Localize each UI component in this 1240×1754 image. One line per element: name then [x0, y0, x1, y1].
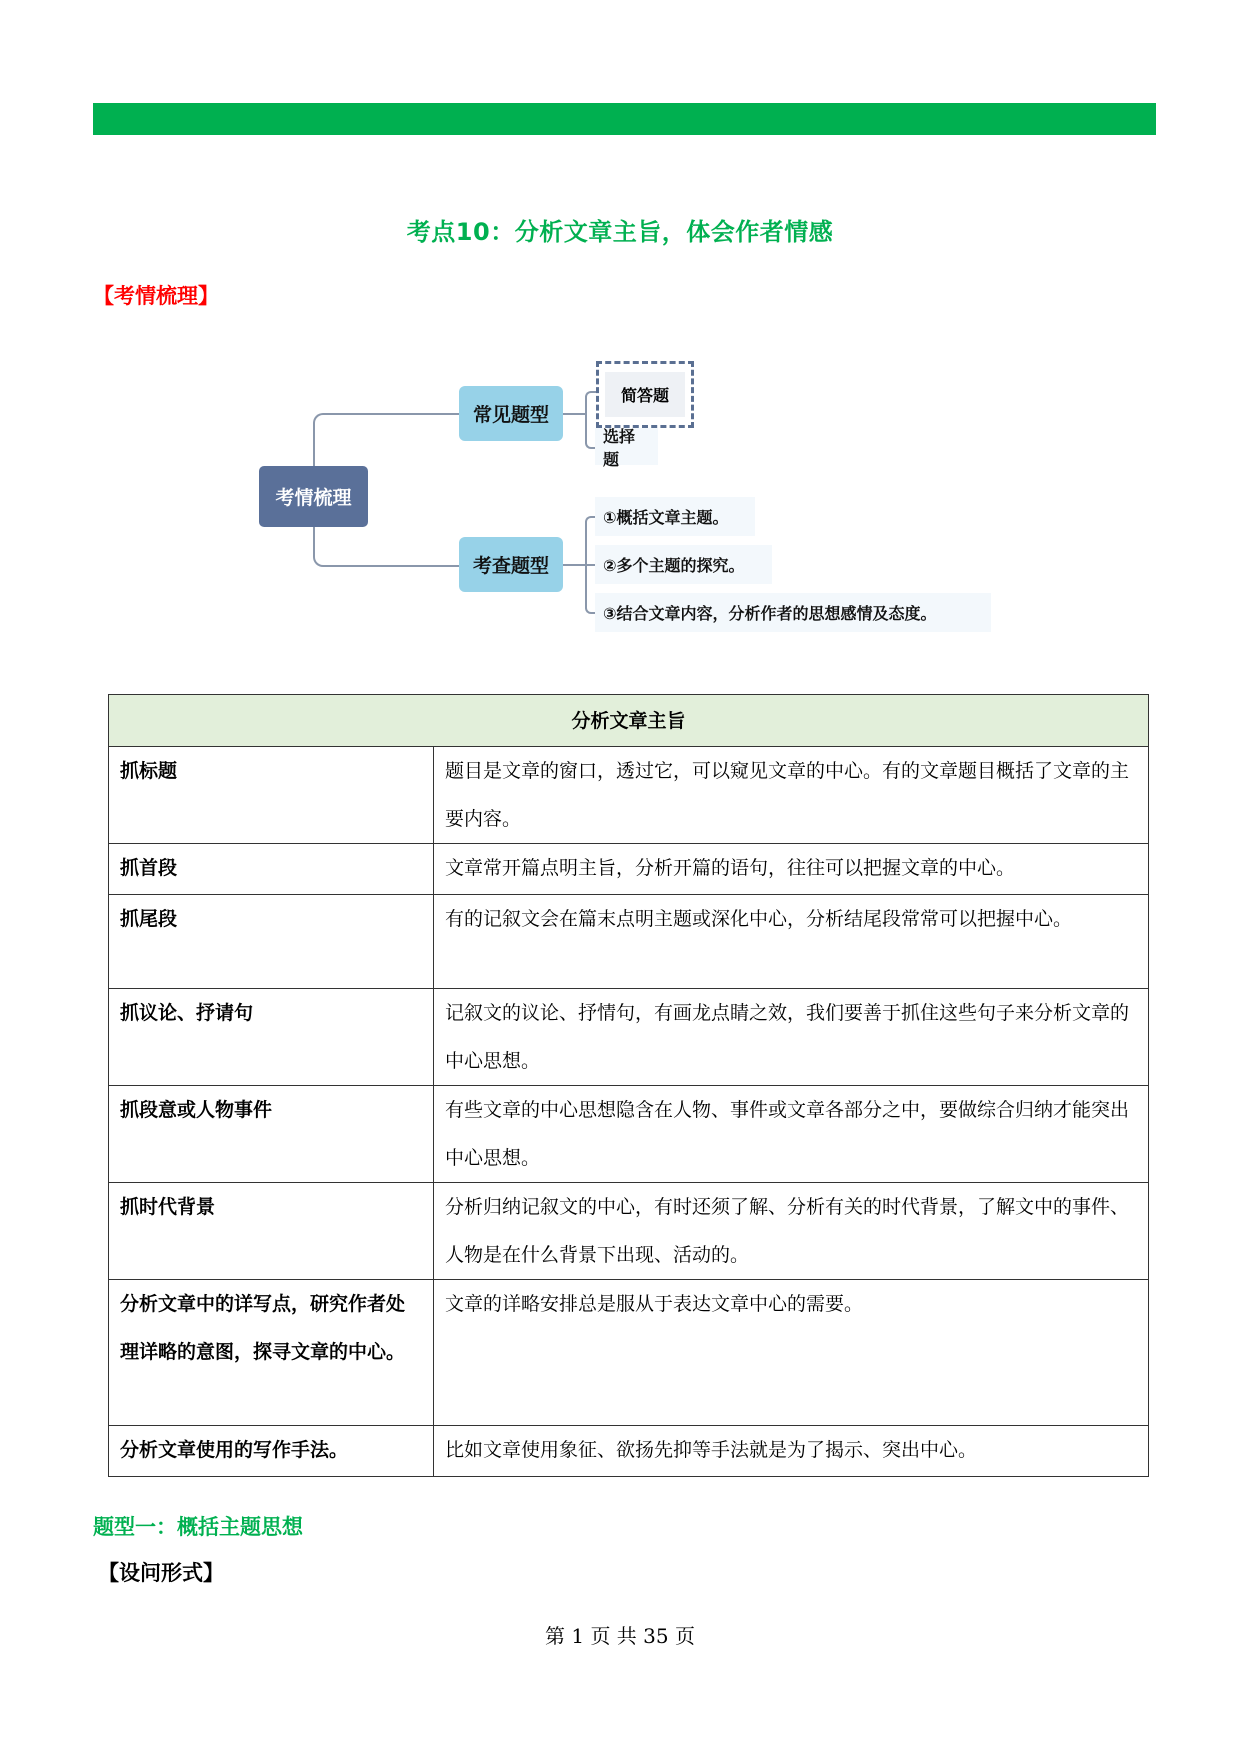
mind-map-leaf-multiple-choice: 选择题 [595, 428, 658, 465]
row-value: 比如文章使用象征、欲扬先抑等手法就是为了揭示、突出中心。 [434, 1426, 1149, 1477]
header-accent-bar [93, 103, 1156, 135]
row-value: 题目是文章的窗口，透过它，可以窥见文章的中心。有的文章题目概括了文章的主要内容。 [434, 747, 1149, 844]
table-row [109, 1426, 1149, 1477]
row-key: 分析文章中的详写点，研究作者处理详略的意图，探寻文章的中心。 [109, 1280, 434, 1426]
table-row [109, 844, 1149, 895]
mind-map-branch-common-types: 常见题型 [459, 386, 563, 441]
table-row [109, 747, 1149, 844]
mind-map-root: 考情梳理 [259, 466, 368, 527]
section-label: 【考情梳理】 [93, 284, 219, 308]
table-row [109, 989, 1149, 1086]
table-row [109, 1280, 1149, 1426]
row-value: 文章的详略安排总是服从于表达文章中心的需要。 [434, 1280, 1149, 1426]
table-row [109, 1183, 1149, 1280]
row-value: 记叙文的议论、抒情句，有画龙点睛之效，我们要善于抓住这些句子来分析文章的中心思想。 [434, 989, 1149, 1086]
mind-map-leaf-selected [596, 361, 694, 428]
table-row [109, 1086, 1149, 1183]
row-key: 分析文章使用的写作手法。 [109, 1426, 434, 1477]
page-title: 考点10：分析文章主旨，体会作者情感 [406, 218, 834, 246]
row-key: 抓标题 [109, 747, 434, 844]
mind-map-branch-exam-types: 考查题型 [459, 537, 563, 592]
row-value: 有的记叙文会在篇末点明主题或深化中心，分析结尾段常常可以把握中心。 [434, 895, 1149, 989]
row-key: 抓尾段 [109, 895, 434, 989]
mind-map-leaf-1: ①概括文章主题。 [595, 497, 755, 536]
page-footer: 第 1 页 共 35 页 [545, 1624, 695, 1648]
row-value: 有些文章的中心思想隐含在人物、事件或文章各部分之中，要做综合归纳才能突出中心思想。 [434, 1086, 1149, 1183]
question-form-label: 【设问形式】 [98, 1561, 224, 1585]
question-type-heading: 题型一：概括主题思想 [93, 1515, 303, 1539]
row-key: 抓议论、抒请句 [109, 989, 434, 1086]
connector-line [313, 413, 461, 468]
row-value: 文章常开篇点明主旨，分析开篇的语句，往往可以把握文章的中心。 [434, 844, 1149, 895]
main-theme-table [108, 694, 1149, 1477]
table-row [109, 895, 1149, 989]
row-value: 分析归纳记叙文的中心，有时还须了解、分析有关的时代背景，了解文中的事件、人物是在什么背景下出现、活动的。 [434, 1183, 1149, 1280]
row-key: 抓时代背景 [109, 1183, 434, 1280]
row-key: 抓段意或人物事件 [109, 1086, 434, 1183]
mind-map-leaf-2: ②多个主题的探究。 [595, 545, 772, 584]
mind-map-leaf-3: ③结合文章内容，分析作者的思想感情及态度。 [595, 593, 991, 632]
table-header: 分析文章主旨 [109, 695, 1149, 747]
mind-map-leaf-short-answer: 简答题 [605, 372, 685, 417]
row-key: 抓首段 [109, 844, 434, 895]
connector-line [563, 413, 585, 415]
connector-line [313, 527, 461, 567]
